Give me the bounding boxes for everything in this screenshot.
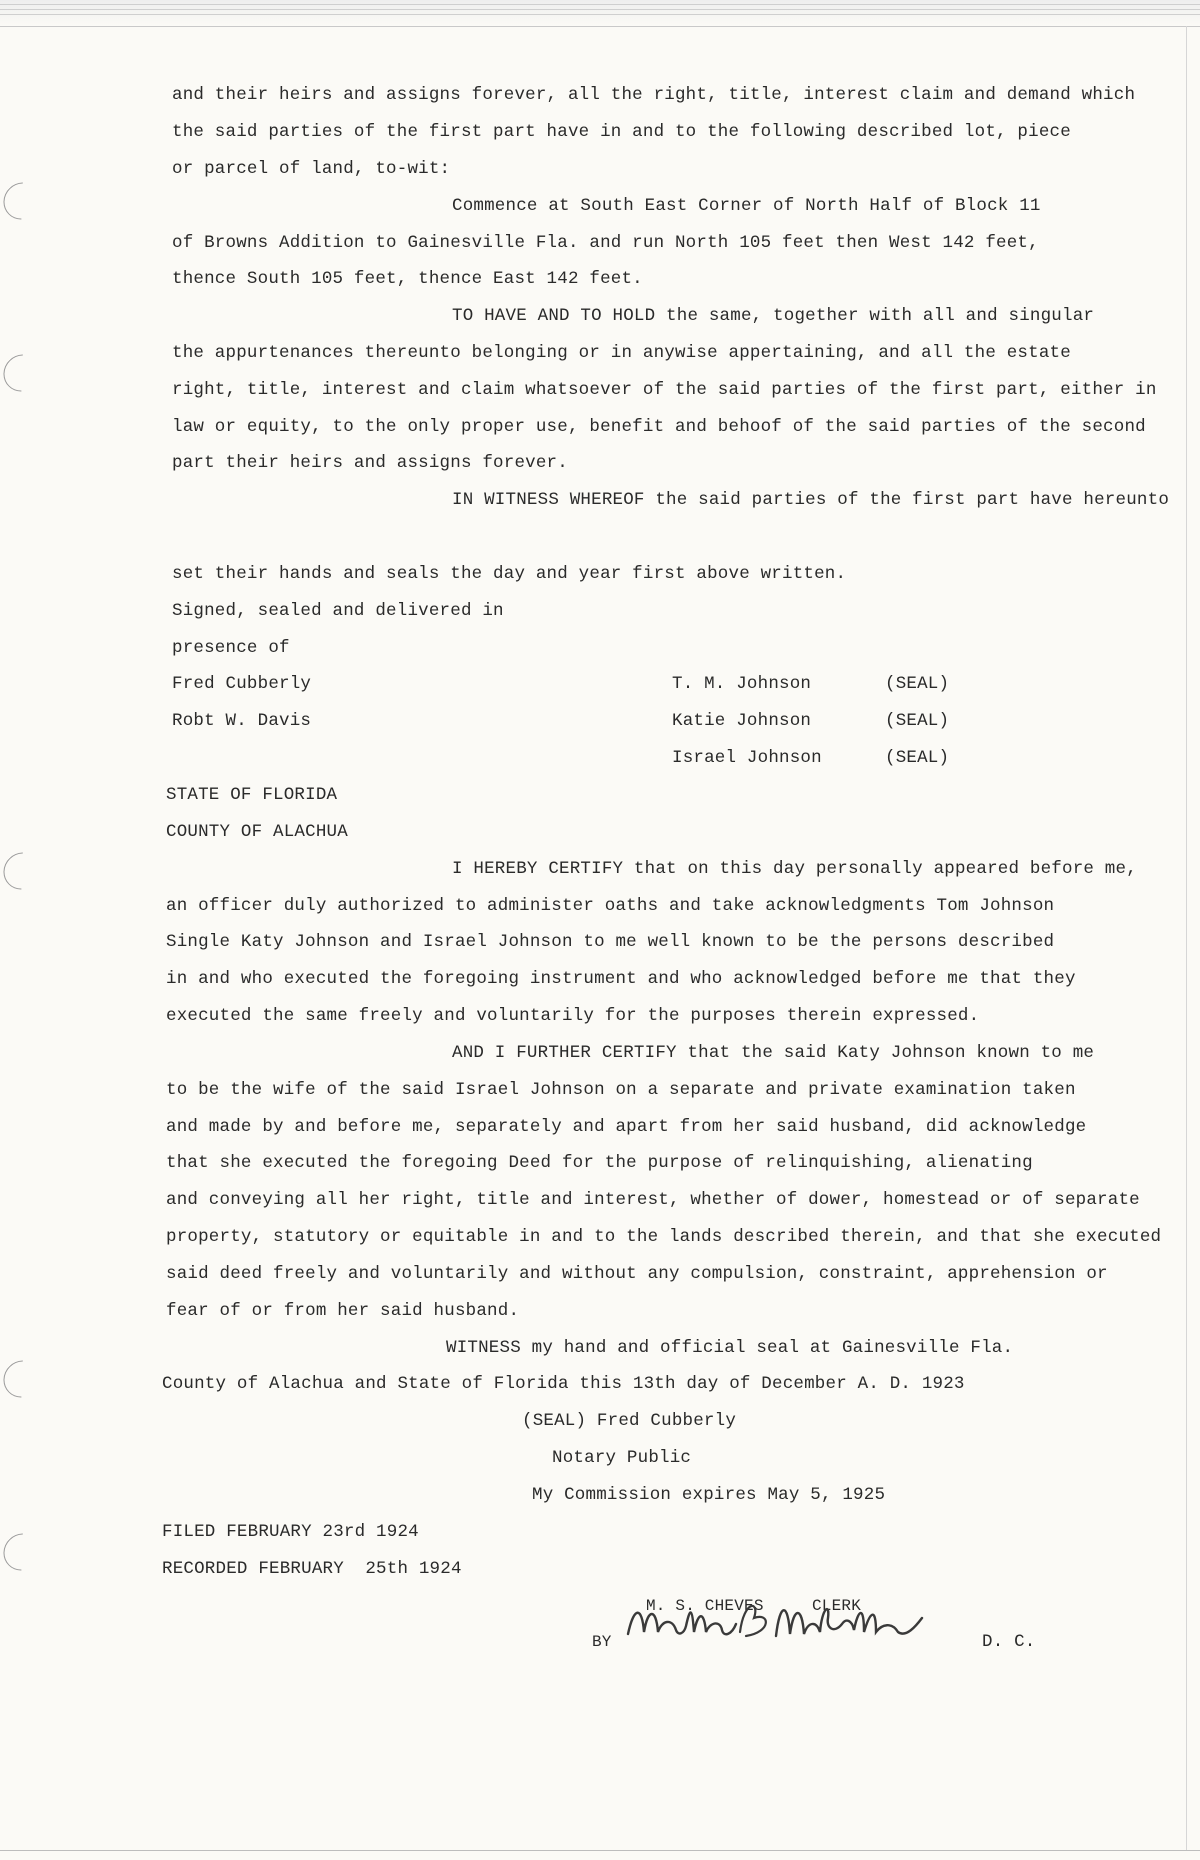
page-top-edge	[0, 0, 1200, 27]
habendum-line: right, title, interest and claim whatsoever of the said parties of the first part, either in	[172, 380, 1157, 400]
further-certificate-line: fear of or from her said husband.	[166, 1301, 520, 1321]
further-certificate-line: said deed freely and voluntarily and without any compulsion, constraint, apprehension or	[166, 1264, 1108, 1284]
further-certificate-line: AND I FURTHER CERTIFY that the said Katy Johnson known to me	[452, 1043, 1095, 1063]
page-bottom-edge	[0, 1850, 1200, 1851]
witness-clause-line: WITNESS my hand and official seal at Gainesville Fla.	[446, 1338, 1014, 1358]
testimonium-line: set their hands and seals the day and year first above written.	[172, 564, 847, 584]
habendum-line: the appurtenances thereunto belonging or in anywise appertaining, and all the estate	[172, 343, 1071, 363]
further-certificate-line: property, statutory or equitable in and to the lands described therein, and that she executed	[166, 1227, 1162, 1247]
signatory-name: T. M. Johnson	[672, 674, 812, 694]
further-certificate-line: and conveying all her right, title and interest, whether of dower, homestead or of separate	[166, 1190, 1140, 1210]
attestation-line: Signed, sealed and delivered in	[172, 601, 504, 621]
punch-hole-mark	[0, 1353, 48, 1405]
notary-title: Notary Public	[552, 1448, 692, 1468]
page-right-edge	[1186, 26, 1187, 1850]
signatory-seal: (SEAL)	[885, 748, 950, 768]
by-label: BY	[592, 1633, 612, 1651]
venue-state: STATE OF FLORIDA	[166, 785, 338, 805]
witness-name: Fred Cubberly	[172, 674, 312, 694]
signatory-name: Israel Johnson	[672, 748, 822, 768]
notary-commission: My Commission expires May 5, 1925	[532, 1485, 886, 1505]
punch-hole-mark	[0, 175, 48, 227]
handwritten-signature	[620, 1588, 930, 1658]
testimonium-line: IN WITNESS WHEREOF the said parties of the first part have hereunto	[452, 490, 1170, 510]
signatory-seal: (SEAL)	[885, 711, 950, 731]
notary-signature: (SEAL) Fred Cubberly	[522, 1411, 737, 1431]
legal-description-line: Commence at South East Corner of North Half of Block 11	[452, 196, 1041, 216]
certificate-line: an officer duly authorized to administer oaths and take acknowledgments Tom Johnson	[166, 896, 1055, 916]
further-certificate-line: to be the wife of the said Israel Johnson on a separate and private examination taken	[166, 1080, 1076, 1100]
witness-clause-line: County of Alachua and State of Florida this 13th day of December A. D. 1923	[162, 1374, 965, 1394]
punch-hole-mark	[0, 845, 48, 897]
attestation-line: presence of	[172, 638, 290, 658]
venue-county: COUNTY OF ALACHUA	[166, 822, 348, 842]
legal-description-line: of Browns Addition to Gainesville Fla. and run North 105 feet then West 142 feet,	[172, 233, 1039, 253]
habendum-line: law or equity, to the only proper use, benefit and behoof of the said parties of the second	[172, 417, 1146, 437]
deputy-clerk-suffix: D. C.	[982, 1632, 1036, 1652]
habendum-line: part their heirs and assigns forever.	[172, 453, 568, 473]
filed-date: FILED FEBRUARY 23rd 1924	[162, 1522, 419, 1542]
certificate-line: Single Katy Johnson and Israel Johnson to me well known to be the persons described	[166, 932, 1055, 952]
recorded-date: RECORDED FEBRUARY 25th 1924	[162, 1559, 462, 1579]
clerk-name: M. S. CHEVES	[646, 1597, 764, 1615]
clerk-title: CLERK	[812, 1597, 862, 1615]
certificate-line: executed the same freely and voluntarily for the purposes therein expressed.	[166, 1006, 980, 1026]
legal-description-line: thence South 105 feet, thence East 142 feet.	[172, 269, 643, 289]
witness-name: Robt W. Davis	[172, 711, 312, 731]
certificate-line: in and who executed the foregoing instrument and who acknowledged before me that they	[166, 969, 1076, 989]
body-line: the said parties of the first part have in and to the following described lot, piece	[172, 122, 1071, 142]
punch-hole-mark	[0, 1526, 48, 1578]
certificate-line: I HEREBY CERTIFY that on this day personally appeared before me,	[452, 859, 1137, 879]
signatory-seal: (SEAL)	[885, 674, 950, 694]
habendum-line: TO HAVE AND TO HOLD the same, together with all and singular	[452, 306, 1095, 326]
further-certificate-line: and made by and before me, separately and apart from her said husband, did acknowledge	[166, 1117, 1087, 1137]
body-line: or parcel of land, to-wit:	[172, 159, 451, 179]
further-certificate-line: that she executed the foregoing Deed for the purpose of relinquishing, alienating	[166, 1153, 1033, 1173]
body-line: and their heirs and assigns forever, all the right, title, interest claim and demand which	[172, 85, 1136, 105]
signatory-name: Katie Johnson	[672, 711, 812, 731]
punch-hole-mark	[0, 347, 48, 399]
